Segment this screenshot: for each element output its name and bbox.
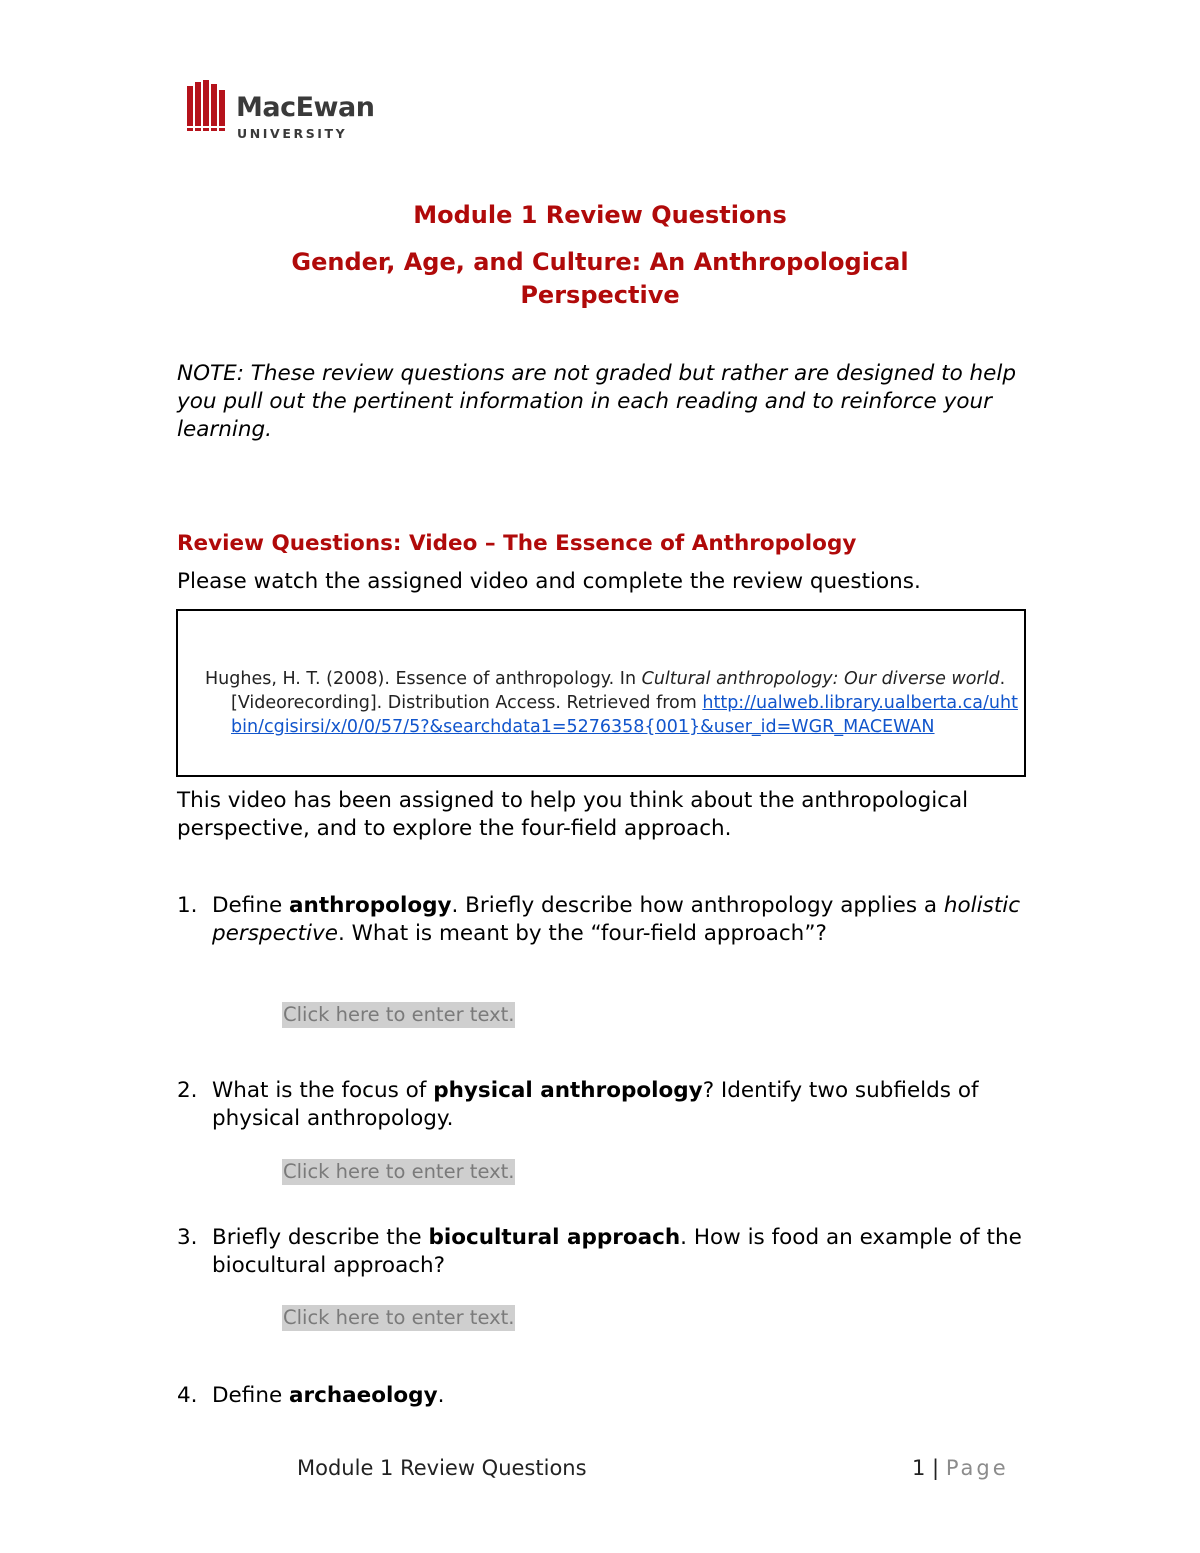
- question-text: [212, 892, 1037, 948]
- answer-field-2[interactable]: Click here to enter text.: [283, 1160, 515, 1183]
- citation-title: Cultural anthropology: Our diverse world: [641, 669, 1000, 689]
- citation-box: [176, 609, 1026, 777]
- question-text-part: . Briefly describe how anthropology applies a: [451, 893, 944, 918]
- question-text-part: . How is food an example of the biocultural approach?: [212, 1225, 1022, 1278]
- citation-link[interactable]: http://ualweb.library.ualberta.ca/uhtbin/cgisirsi/x/0/0/57/5?&searchdata1=5276358{001}&user_id=WGR_MACEWAN: [231, 693, 1018, 737]
- question-number: 2.: [177, 1078, 198, 1103]
- question-term: archaeology: [289, 1383, 438, 1408]
- note-paragraph: NOTE: These review questions are not graded but rather are designed to help you pull out the pertinent information in each reading and to reinforce your learning.: [177, 361, 1017, 442]
- macewan-logo-mark-icon: [187, 80, 229, 132]
- question-text-part: . What is meant by the “four-field approach”?: [337, 921, 827, 946]
- question-number: 1.: [177, 893, 198, 918]
- question-number: 3.: [177, 1225, 198, 1250]
- question-4: [177, 1382, 1037, 1410]
- answer-field-3[interactable]: Click here to enter text.: [283, 1306, 515, 1329]
- citation-text-2: . [Videorecording]. Distribution Access. Retrieved from: [231, 669, 1006, 713]
- question-text: [212, 1224, 1037, 1280]
- citation-text: Hughes, H. T. (2008). Essence of anthropology. In: [205, 669, 642, 689]
- question-text-part: ? Identify two subfields of physical anthropology.: [212, 1078, 979, 1131]
- section-intro: Please watch the assigned video and complete the review questions.: [177, 569, 921, 594]
- question-term: biocultural approach: [428, 1225, 681, 1250]
- question-1: [177, 892, 1037, 948]
- page-subtitle-text: Gender, Age, and Culture: An Anthropological Perspective: [291, 248, 909, 309]
- question-text-part: Define: [212, 1383, 290, 1408]
- footer-title: Module 1 Review Questions: [297, 1456, 587, 1480]
- question-3: [177, 1224, 1037, 1280]
- answer-field-1[interactable]: Click here to enter text.: [283, 1003, 515, 1026]
- page-title: Module 1 Review Questions: [413, 201, 787, 229]
- question-text-part: What is the focus of: [212, 1078, 434, 1103]
- logo-subtitle: UNIVERSITY: [237, 126, 348, 141]
- footer-page-number: [912, 1456, 1009, 1480]
- question-text-part: Briefly describe the: [212, 1225, 429, 1250]
- logo-wordmark: MacEwan: [236, 92, 375, 123]
- assignment-paragraph: This video has been assigned to help you think about the anthropological perspective, and to explore the four-field approach.: [177, 788, 969, 841]
- question-text: [212, 1077, 1037, 1133]
- question-italic-term: holistic perspective: [212, 893, 1021, 946]
- page-label: Page: [945, 1456, 1009, 1480]
- question-2: [177, 1077, 1037, 1133]
- page-subtitle: [0, 246, 1200, 312]
- page-separator: |: [925, 1456, 946, 1480]
- question-term: anthropology: [289, 893, 452, 918]
- question-number: 4.: [177, 1383, 198, 1408]
- question-text: [212, 1382, 1037, 1410]
- page-number: 1: [912, 1456, 926, 1480]
- question-text-part: .: [437, 1383, 445, 1408]
- macewan-logo: [187, 80, 427, 146]
- question-text-part: Define: [212, 893, 290, 918]
- citation: [205, 667, 1021, 739]
- question-term: physical anthropology: [433, 1078, 703, 1103]
- section-heading: Review Questions: Video – The Essence of Anthropology: [177, 531, 857, 556]
